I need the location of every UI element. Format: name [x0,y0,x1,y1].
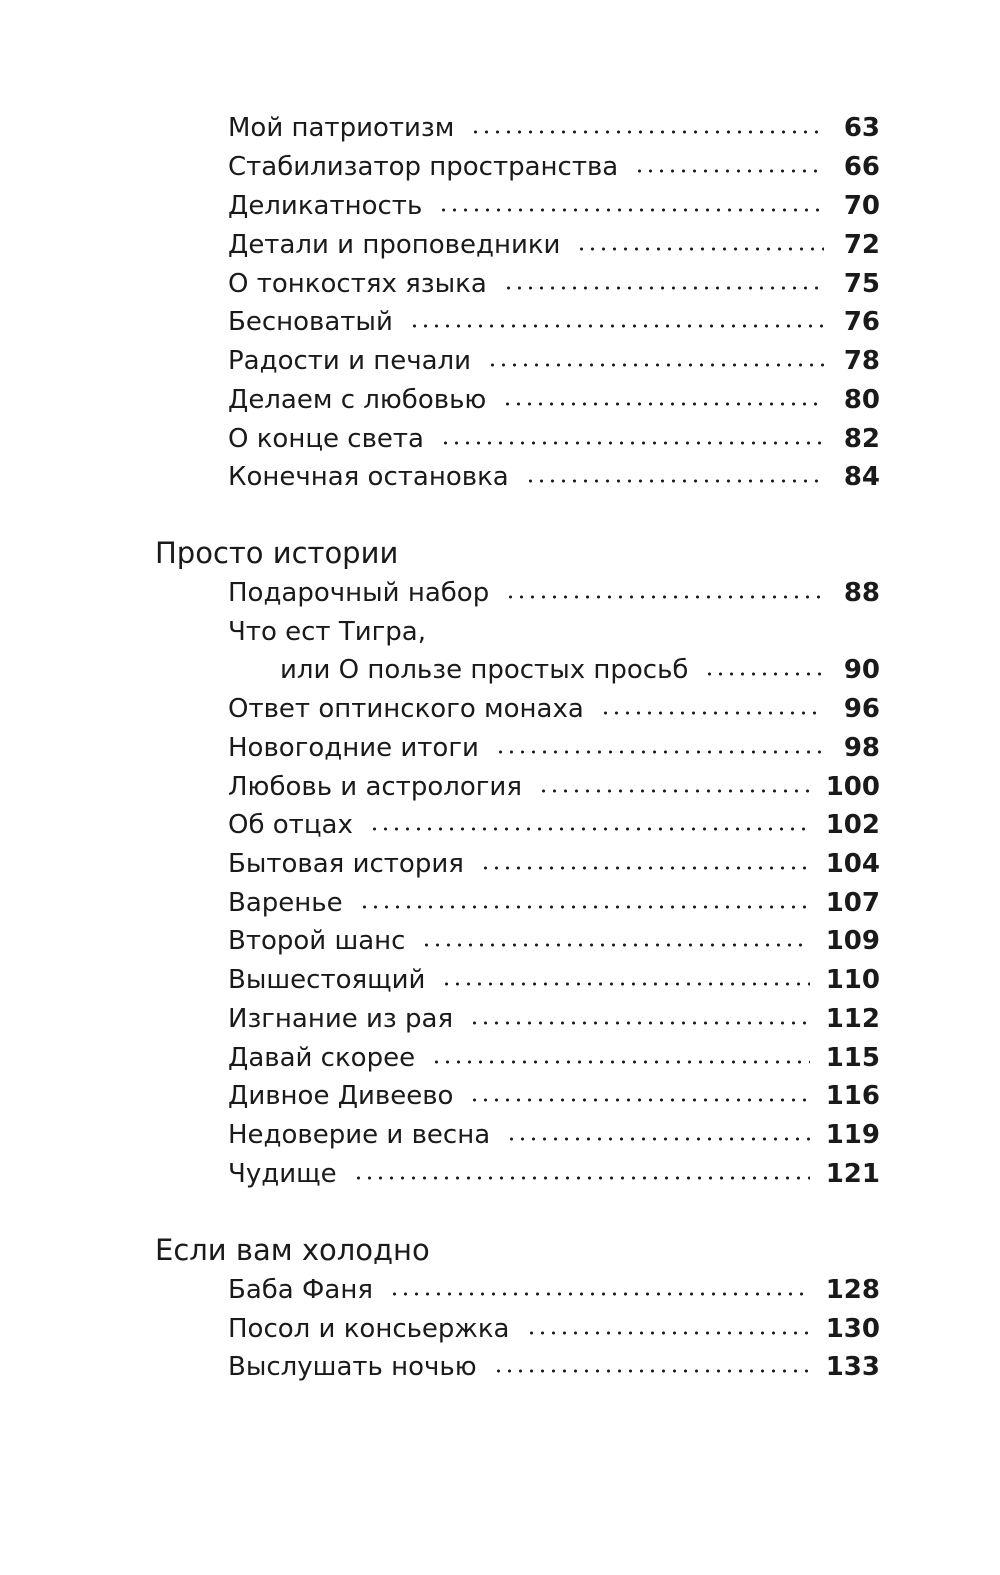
toc-entry-page: 72 [843,230,880,260]
toc-entry-title: Подарочный набор [228,578,490,608]
dot-leader [359,905,810,909]
dot-leader [469,1098,809,1102]
toc-entry-page: 82 [843,424,880,454]
toc-entry-page: 80 [843,385,880,415]
dot-leader [495,750,824,754]
toc-entry [228,729,880,767]
toc-entry-page: 96 [843,694,880,724]
toc-entry-title: Деликатность [228,191,423,221]
toc-entry-title: Давай скорее [228,1043,416,1073]
dot-leader [525,479,824,483]
toc-entry [228,1310,880,1348]
toc-entry-page: 70 [843,191,880,221]
dot-leader [470,130,824,134]
toc-entry [228,1271,880,1309]
toc-entry [228,768,880,806]
toc-entry [228,458,880,496]
toc-entry-page: 78 [843,346,880,376]
toc-entry-title: Делаем с любовью [228,385,487,415]
toc-entry-title: Радости и печали [228,346,472,376]
toc-entry-title: Второй шанс [228,926,406,956]
toc-entry [228,1116,880,1154]
toc-entry-title: Стабилизатор пространства [228,152,619,182]
dot-leader [634,169,824,173]
toc-entry-page: 66 [843,152,880,182]
toc-entry-page: 133 [825,1352,880,1382]
dot-leader [600,711,824,715]
toc-entry [228,1039,880,1077]
toc-entry-page: 104 [825,849,880,879]
toc-entry-page: 88 [843,578,880,608]
toc-entry-title: Бесноватый [228,307,393,337]
toc-entry-title: О тонкостях языка [228,269,487,299]
toc-entry [228,187,880,225]
dot-leader [493,1369,810,1373]
section-heading: Просто истории [155,536,399,570]
toc-entry-title: или О пользе простых просьб [280,655,689,685]
dot-leader [421,943,809,947]
toc-entry [228,1348,880,1386]
toc-entry-page: 98 [843,733,880,763]
toc-entry [228,303,880,341]
toc-entry-page: 109 [825,926,880,956]
dot-leader [538,789,810,793]
toc-entry-title: Что ест Тигра, [228,617,426,647]
dot-leader [526,1331,810,1335]
toc-entry-title: Баба Фаня [228,1275,373,1305]
dot-leader [704,672,824,676]
toc-entry [228,381,880,419]
toc-entry [228,265,880,303]
toc-entry [228,574,880,612]
toc-entry-title: Дивное Дивеево [228,1081,454,1111]
toc-entry [228,420,880,458]
toc-entry [228,109,880,147]
toc-entry-title: Об отцах [228,810,353,840]
dot-leader [409,324,824,328]
toc-entry [228,1077,880,1115]
dot-leader [369,827,810,831]
dot-leader [389,1292,810,1296]
dot-leader [487,363,824,367]
dot-leader [441,982,809,986]
toc-entry [228,613,880,651]
toc-entry-page: 110 [825,965,880,995]
toc-entry [228,148,880,186]
toc-entry [228,690,880,728]
dot-leader [438,208,824,212]
toc-entry-page: 76 [843,307,880,337]
toc-entry-page: 115 [825,1043,880,1073]
toc-entry [228,342,880,380]
toc-entry-page: 119 [825,1120,880,1150]
dot-leader [502,402,824,406]
toc-entry [228,884,880,922]
toc-entry [228,1155,880,1193]
toc-entry-title: Бытовая история [228,849,464,879]
toc-entry [280,651,880,689]
toc-entry-title: Посол и консьержка [228,1314,510,1344]
dot-leader [576,247,824,251]
toc-entry-page: 75 [843,269,880,299]
toc-entry-title: Ответ оптинского монаха [228,694,584,724]
toc-entry-page: 63 [843,113,880,143]
toc-entry [228,961,880,999]
toc-entry-page: 130 [825,1314,880,1344]
toc-entry-page: 128 [825,1275,880,1305]
toc-entry-page: 116 [825,1081,880,1111]
toc-entry-page: 90 [843,655,880,685]
toc-entry-page: 100 [825,772,880,802]
toc-entry-title: Чудище [228,1159,337,1189]
toc-entry-title: Мой патриотизм [228,113,455,143]
toc-entry [228,1000,880,1038]
toc-entry [228,845,880,883]
toc-entry-title: Выслушать ночью [228,1352,477,1382]
toc-entry [228,226,880,264]
toc-entry-title: Вышестоящий [228,965,426,995]
toc-entry-page: 102 [825,810,880,840]
dot-leader [440,441,824,445]
dot-leader [480,866,810,870]
toc-entry-page: 84 [843,462,880,492]
toc-entry-title: Варенье [228,888,343,918]
dot-leader [431,1060,810,1064]
dot-leader [353,1176,810,1180]
toc-entry-title: Новогодние итоги [228,733,479,763]
dot-leader [469,1021,810,1025]
toc-entry-page: 112 [825,1004,880,1034]
dot-leader [505,595,824,599]
toc-entry-title: Конечная остановка [228,462,509,492]
toc-entry-page: 121 [825,1159,880,1189]
dot-leader [503,286,824,290]
toc-entry [228,922,880,960]
toc-entry-title: Любовь и астрология [228,772,522,802]
toc-entry-title: Изгнание из рая [228,1004,454,1034]
section-heading: Если вам холодно [155,1233,430,1267]
toc-entry-page: 107 [825,888,880,918]
toc-entry-title: Детали и проповедники [228,230,561,260]
toc-entry-title: О конце света [228,424,424,454]
toc-entry-title: Недоверие и весна [228,1120,491,1150]
dot-leader [506,1137,810,1141]
toc-entry [228,806,880,844]
